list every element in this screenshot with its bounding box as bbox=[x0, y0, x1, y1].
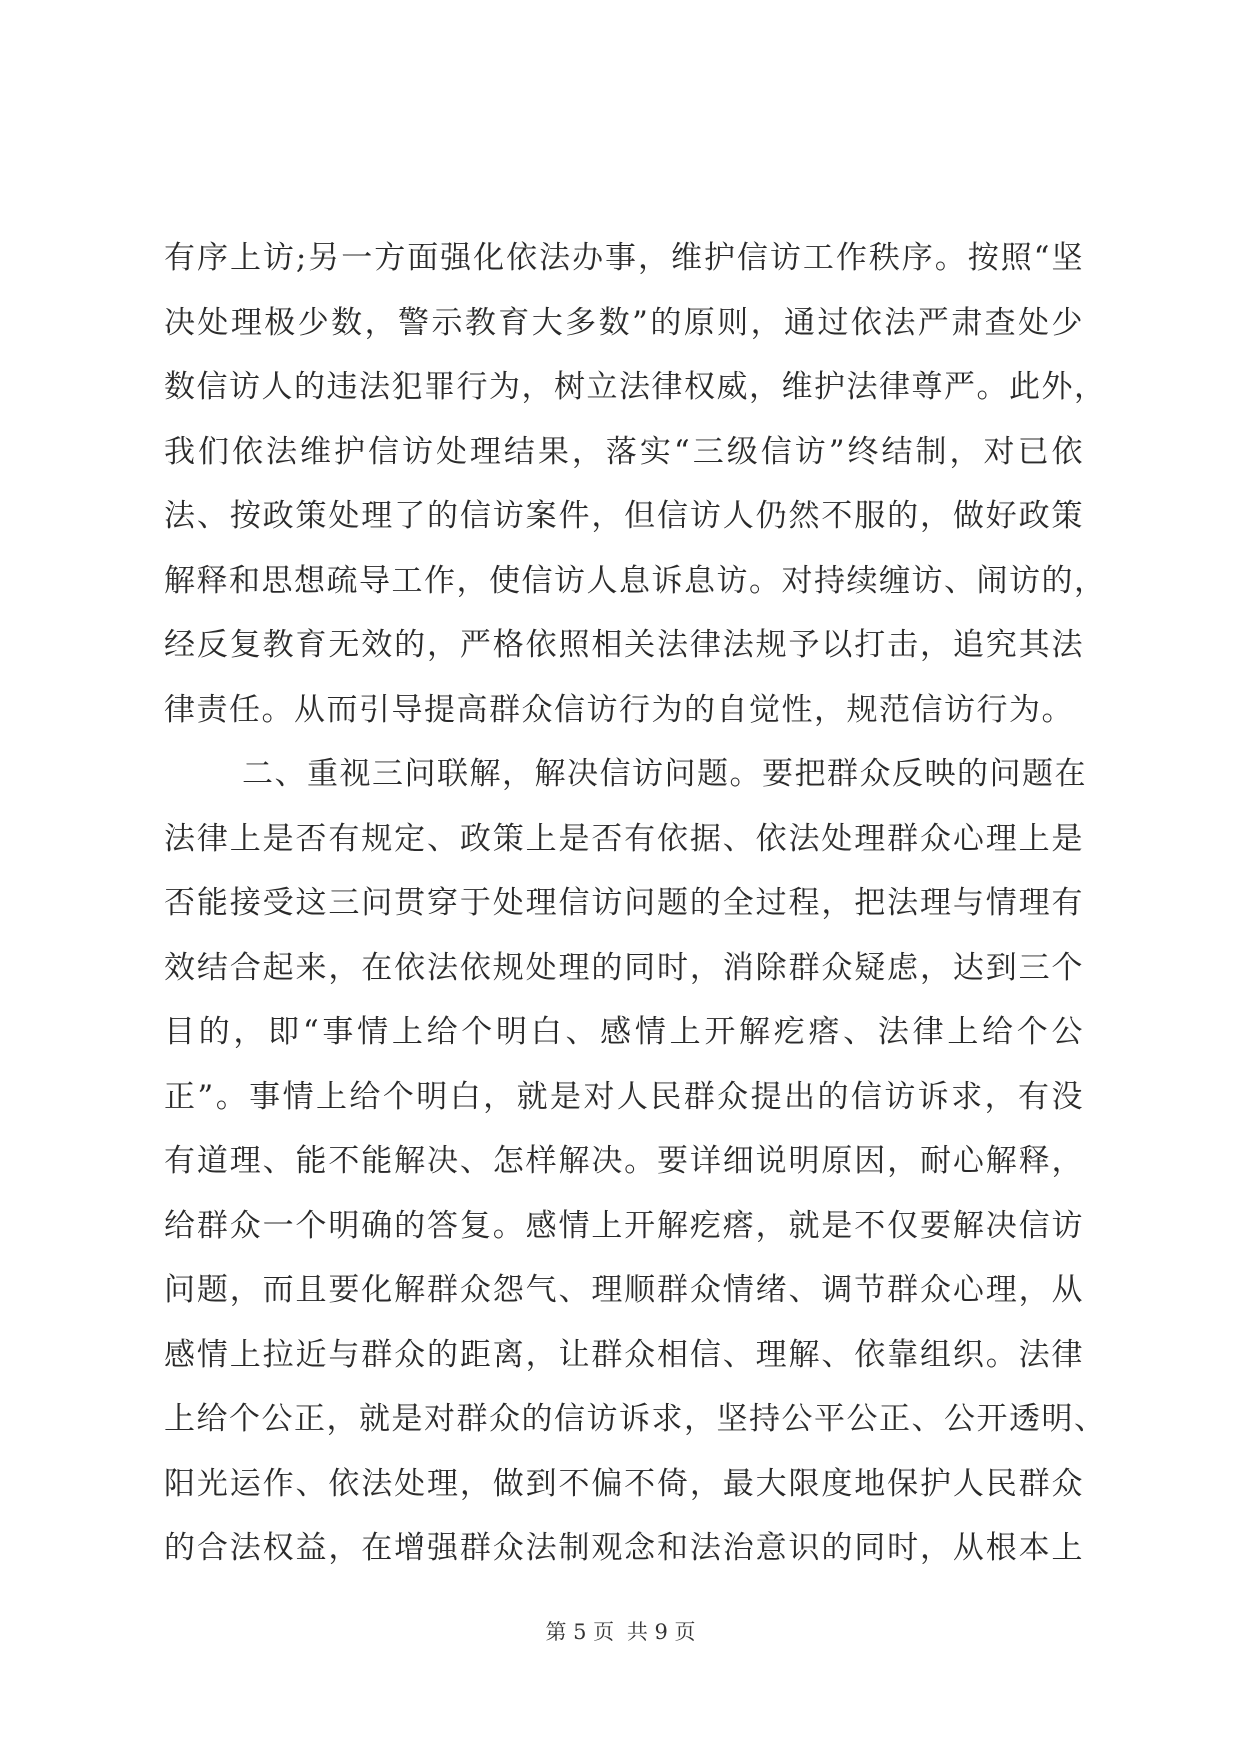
page-number: 第 5 页 bbox=[545, 1620, 615, 1644]
text-line: 的合法权益，在增强群众法制观念和法治意识的同时，从根本上 bbox=[164, 1530, 1084, 1566]
text-line: 否能接受这三问贯穿于处理信访问题的全过程，把法理与情理有 bbox=[164, 885, 1084, 921]
text-line: 有序上访;另一方面强化依法办事，维护信访工作秩序。按照“坚 bbox=[164, 240, 1084, 276]
text-line: 数信访人的违法犯罪行为，树立法律权威，维护法律尊严。此外， bbox=[164, 369, 1107, 405]
page-total: 共 9 页 bbox=[626, 1620, 696, 1644]
text-line: 效结合起来，在依法依规处理的同时，消除群众疑虑，达到三个 bbox=[164, 949, 1084, 986]
text-line: 给群众一个明确的答复。感情上开解疙瘩，就是不仅要解决信访 bbox=[164, 1207, 1084, 1244]
text-line: 经反复教育无效的，严格依照相关法律法规予以打击，追究其法 bbox=[164, 627, 1084, 663]
page-footer bbox=[0, 1616, 1241, 1646]
text-line: 问题，而且要化解群众怨气、理顺群众情绪、调节群众心理，从 bbox=[164, 1272, 1084, 1308]
text-line: 解释和思想疏导工作，使信访人息诉息访。对持续缠访、闹访的， bbox=[164, 562, 1107, 599]
text-line: 决处理极少数，警示教育大多数”的原则，通过依法严肃查处少 bbox=[164, 304, 1084, 341]
text-line: 目的，即“事情上给个明白、感情上开解疙瘩、法律上给个公 bbox=[164, 1014, 1084, 1050]
paragraph-heading-line: 二、重视三问联解，解决信访问题。要把群众反映的问题在 bbox=[242, 756, 1087, 792]
text-line: 感情上拉近与群众的距离，让群众相信、理解、依靠组织。法律 bbox=[164, 1336, 1084, 1373]
text-line: 阳光运作、依法处理，做到不偏不倚，最大限度地保护人民群众 bbox=[164, 1465, 1084, 1502]
text-line: 有道理、能不能解决、怎样解决。要详细说明原因，耐心解释， bbox=[164, 1143, 1084, 1179]
text-line: 法律上是否有规定、政策上是否有依据、依法处理群众心理上是 bbox=[164, 820, 1084, 857]
text-line: 我们依法维护信访处理结果，落实“三级信访”终结制，对已依 bbox=[164, 433, 1084, 470]
body-text bbox=[164, 226, 1107, 1581]
text-line: 上给个公正，就是对群众的信访诉求，坚持公平公正、公开透明、 bbox=[164, 1401, 1107, 1437]
text-line: 法、按政策处理了的信访案件，但信访人仍然不服的，做好政策 bbox=[164, 498, 1084, 534]
text-line: 正”。事情上给个明白，就是对人民群众提出的信访诉求，有没 bbox=[164, 1078, 1084, 1115]
text-line: 律责任。从而引导提高群众信访行为的自觉性，规范信访行为。 bbox=[164, 691, 1074, 728]
